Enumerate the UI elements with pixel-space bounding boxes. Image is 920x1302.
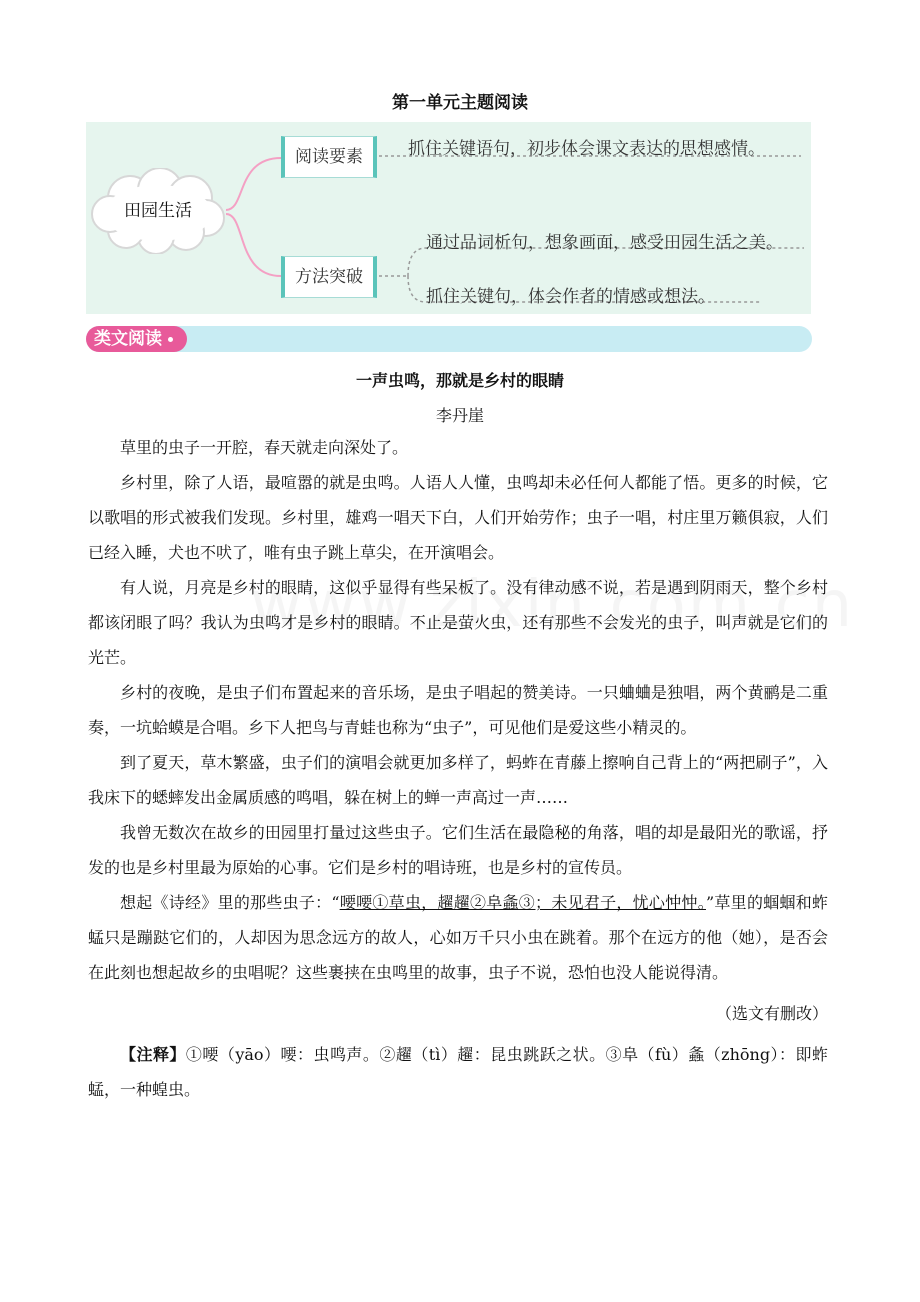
- branch-reading-elements: 阅读要素: [281, 136, 377, 178]
- paragraph: 到了夏天，草木繁盛，虫子们的演唱会就更加多样了，蚂蚱在青藤上擦响自己背上的“两把刷子”，入我床下的蟋蟀发出金属质感的鸣唱，躲在树上的蝉一声高过一声……: [88, 753, 828, 807]
- annotation-label: 【注释】: [120, 1045, 186, 1064]
- branch-item-key-sentences: 抓住关键语句，初步体会课文表达的思想感情。: [408, 139, 765, 159]
- annotation: [88, 1037, 828, 1107]
- article-author: 李丹崖: [435, 406, 484, 425]
- branch-item-author-feelings: 抓住关键句，体会作者的情感或想法。: [426, 287, 715, 307]
- mindmap-panel: [86, 122, 811, 314]
- article-title: 一声虫鸣，那就是乡村的眼睛: [355, 371, 564, 390]
- paragraph-quote: [88, 885, 828, 990]
- quote-follow: ”草里的蝈蝈和蚱蜢只是蹦跶它们的，人却因为思念远方的故人，心如万千只小虫在跳着。那个在远方的他（她），是否会在此刻也想起故乡的虫唱呢？这些裹挟在虫鸣里的故事，虫子不说，恐怕也没人能说得清。: [88, 893, 828, 982]
- annotation-text: ①喓（yāo）喓：虫鸣声。②趯（tì）趯：昆虫跳跃之状。③阜（fù）螽（zhōng）：即蚱蜢，一种蝗虫。: [88, 1045, 828, 1099]
- branch-method-breakthrough: 方法突破: [281, 256, 377, 298]
- paragraph: 我曾无数次在故乡的田园里打量过这些虫子。它们生活在最隐秘的角落，唱的却是最阳光的歌谣，抒发的也是乡村里最为原始的心事。它们是乡村的唱诗班，也是乡村的宣传员。: [88, 823, 828, 877]
- paragraph: 草里的虫子一开腔，春天就走向深处了。: [120, 438, 409, 457]
- mindmap-center: 田园生活: [124, 201, 192, 221]
- article-body: [88, 430, 828, 1107]
- underlined-quote: 喓喓①草虫，趯趯②阜螽③；未见君子，忧心忡忡。: [339, 893, 706, 912]
- bullet-dot-icon: [168, 337, 173, 342]
- section-label: 类文阅读: [86, 326, 187, 352]
- paragraph: 乡村的夜晚，是虫子们布置起来的音乐场，是虫子唱起的赞美诗。一只蛐蛐是独唱，两个黄鹂是二重奏，一坑蛤蟆是合唱。乡下人把鸟与青蛙也称为“虫子”，可见他们是爱这些小精灵的。: [88, 683, 828, 737]
- branch-item-imagine-scenes: 通过品词析句，想象画面，感受田园生活之美。: [426, 233, 783, 253]
- paragraph: 乡村里，除了人语，最喧嚣的就是虫鸣。人语人人懂，虫鸣却未必任何人都能了悟。更多的时候，它以歌唱的形式被我们发现。乡村里，雄鸡一唱天下白，人们开始劳作；虫子一唱，村庄里万籁俱寂，人们已经入睡，犬也不吠了，唯有虫子跳上草尖，在开演唱会。: [88, 473, 828, 562]
- source-note: （选文有删改）: [715, 1004, 828, 1023]
- quote-lead: 想起《诗经》里的那些虫子：“: [120, 893, 340, 912]
- page-title: 第一单元主题阅读: [392, 93, 528, 113]
- section-banner: [86, 326, 812, 352]
- paragraph: 有人说，月亮是乡村的眼睛，这似乎显得有些呆板了。没有律动感不说，若是遇到阴雨天，整个乡村都该闭眼了吗？我认为虫鸣才是乡村的眼睛。不止是萤火虫，还有那些不会发光的虫子，叫声就是它们的光芒。: [88, 578, 828, 667]
